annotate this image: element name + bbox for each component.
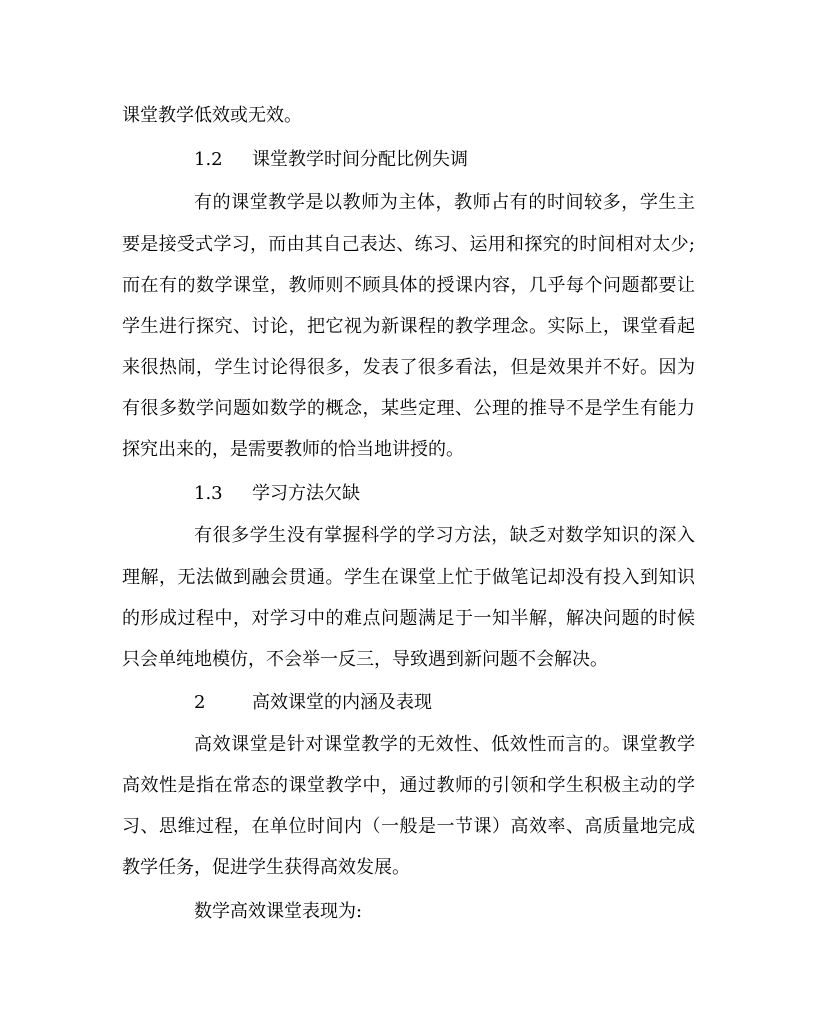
paragraph-line: 学生进行探究、讨论，把它视为新课程的教学理念。实际上，课堂看起 [122, 316, 695, 337]
section-title: 高效课堂的内涵及表现 [252, 692, 432, 713]
paragraph-line: 而在有的数学课堂，教师则不顾具体的授课内容，几乎每个问题都要让 [122, 275, 695, 296]
paragraph-line: 有很多学生没有掌握科学的学习方法，缺乏对数学知识的深入 [194, 525, 695, 546]
paragraph-line: 要是接受式学习，而由其自己表达、练习、运用和探究的时间相对太少; [122, 234, 695, 255]
section-number: 1.3 [194, 483, 223, 504]
paragraph-line: 数学高效课堂表现为: [194, 901, 363, 922]
paragraph-line: 习、思维过程，在单位时间内（一般是一节课）高效率、高质量地完成 [122, 816, 695, 837]
section-heading-1-3 [194, 482, 360, 506]
section-number: 2 [194, 692, 206, 713]
section-title: 课堂教学时间分配比例失调 [252, 149, 468, 170]
paragraph-line: 探究出来的，是需要教师的恰当地讲授的。 [122, 439, 464, 460]
paragraph-line: 高效课堂是针对课堂教学的无效性、低效性而言的。课堂教学 [194, 734, 695, 755]
paragraph-line: 有的课堂教学是以教师为主体，教师占有的时间较多，学生主 [194, 192, 695, 213]
section-title: 学习方法欠缺 [252, 483, 360, 504]
paragraph-line: 课堂教学低效或无效。 [122, 105, 302, 126]
paragraph-line: 教学任务，促进学生获得高效发展。 [122, 857, 410, 878]
section-heading-2 [194, 691, 432, 715]
paragraph-line: 来很热闹，学生讨论得很多，发表了很多看法，但是效果并不好。因为 [122, 357, 695, 378]
paragraph-line: 高效性是指在常态的课堂教学中，通过教师的引领和学生积极主动的学 [122, 775, 695, 796]
paragraph-line: 有很多数学问题如数学的概念，某些定理、公理的推导不是学生有能力 [122, 398, 695, 419]
paragraph-line: 只会单纯地模仿，不会举一反三，导致遇到新问题不会解决。 [122, 649, 608, 670]
paragraph-line: 的形成过程中，对学习中的难点问题满足于一知半解，解决问题的时候 [122, 608, 695, 629]
section-number: 1.2 [194, 149, 223, 170]
section-heading-1-2 [194, 148, 468, 172]
paragraph-line: 理解，无法做到融会贯通。学生在课堂上忙于做笔记却没有投入到知识 [122, 567, 695, 588]
